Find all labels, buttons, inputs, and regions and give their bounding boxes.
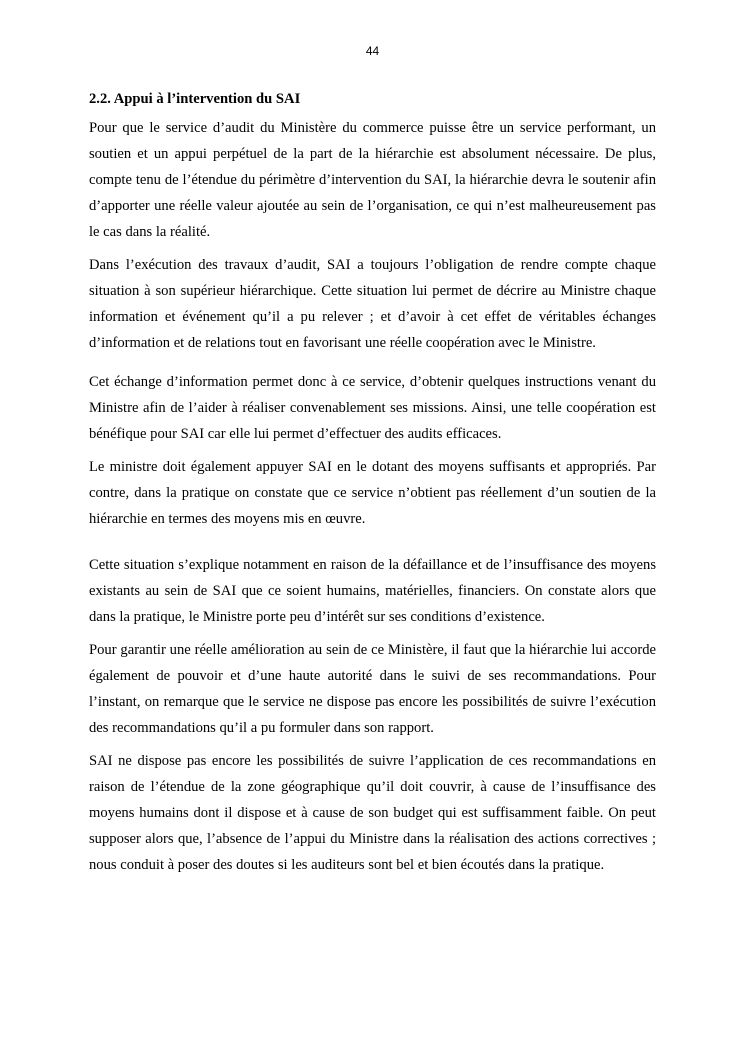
paragraph-6: Pour garantir une réelle amélioration au sein de ce Ministère, il faut que la hiérarchie lui accorde également de pouvoir et d’une haute autorité dans le suivi de ses recommandations. Pour l’instant, on remarque que le service ne dispose pas encore les possibilités de suivre l’exécution des recommandations qu’il a pu formuler dans son rapport. <box>89 642 656 736</box>
section-body <box>89 86 656 885</box>
section-heading: 2.2. Appui à l’intervention du SAI <box>89 91 301 107</box>
paragraph-3: Cet échange d’information permet donc à ce service, d’obtenir quelques instructions venant du Ministre afin de l’aider à réaliser convenablement ses missions. Ainsi, une telle coopération est bénéfique pour SAI car elle lui permet d’effectuer des audits efficaces. <box>89 374 656 442</box>
paragraph-4: Le ministre doit également appuyer SAI en le dotant des moyens suffisants et appropriés. Par contre, dans la pratique on constate que ce service n’obtient pas réellement d’un soutien de la hiérarchie en termes des moyens mis en œuvre. <box>89 459 656 527</box>
page-number: 44 <box>365 44 380 58</box>
paragraph-5: Cette situation s’explique notamment en raison de la défaillance et de l’insuffisance des moyens existants au sein de SAI que ce soient humains, matérielles, financiers. On constate alors que dans la pratique, le Ministre porte peu d’intérêt sur ses conditions d’existence. <box>89 557 656 625</box>
paragraph-7: SAI ne dispose pas encore les possibilités de suivre l’application de ces recommandations en raison de l’étendue de la zone géographique qu’il doit couvrir, à cause de l’insuffisance des moyens humains dont il dispose et à cause de son budget qui est suffisamment faible. On peut supposer alors que, l’absence de l’appui du Ministre dans la réalisation des actions correctives ; nous conduit à poser des doutes si les auditeurs sont bel et bien écoutés dans la pratique. <box>89 753 656 873</box>
paragraph-1: Pour que le service d’audit du Ministère du commerce puisse être un service performant, un soutien et un appui perpétuel de la part de la hiérarchie est absolument nécessaire. De plus, compte tenu de l’étendue du périmètre d’intervention du SAI, la hiérarchie devra le soutenir afin d’apporter une réelle valeur ajoutée au sein de l’organisation, ce qui n’est malheureusement pas le cas dans la réalité. <box>89 120 656 240</box>
paragraph-2: Dans l’exécution des travaux d’audit, SAI a toujours l’obligation de rendre compte chaque situation à son supérieur hiérarchique. Cette situation lui permet de décrire au Ministre chaque information et événement qu’il a pu relever ; et d’avoir à cet effet de véritables échanges d’information et de relations tout en favorisant une réelle coopération avec le Ministre. <box>89 257 656 351</box>
